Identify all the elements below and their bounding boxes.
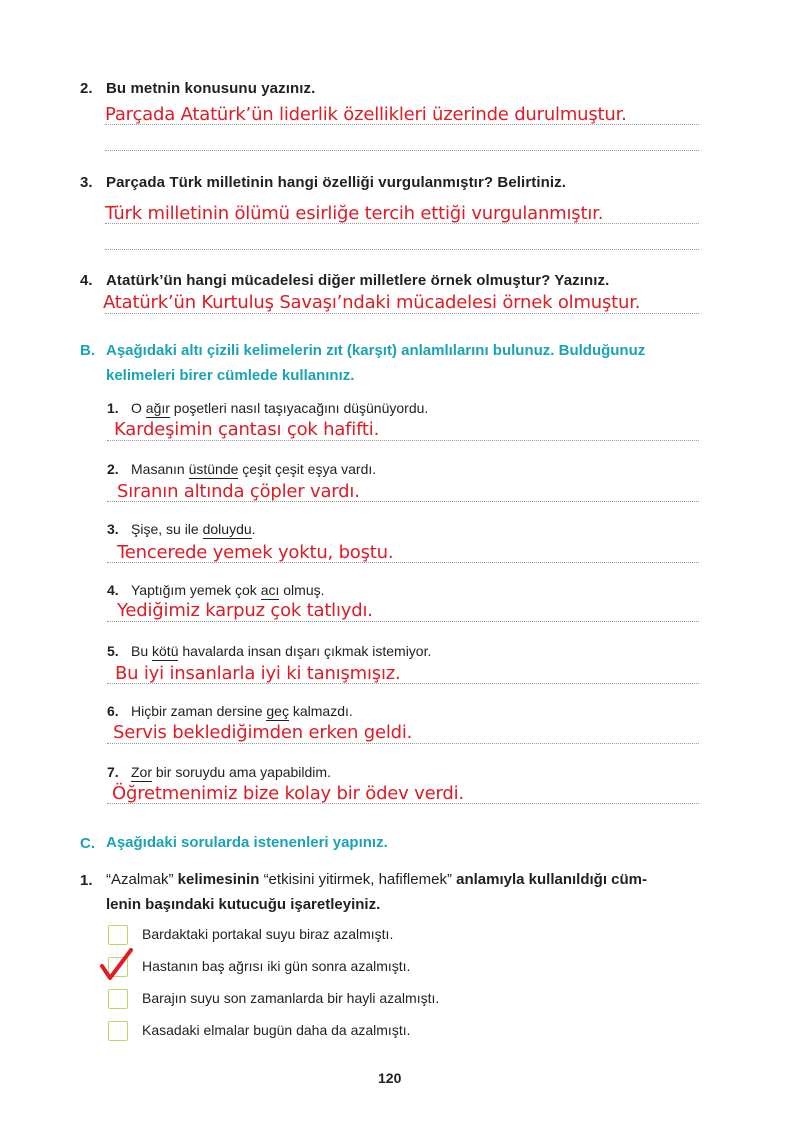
b-item-number: 7. <box>107 764 119 780</box>
b-item-number: 6. <box>107 703 119 719</box>
b-item-answer: Kardeşimin çantası çok hafifti. <box>114 419 380 440</box>
answer-line <box>107 440 699 441</box>
checkbox[interactable] <box>108 989 128 1009</box>
b-item-sentence: Şişe, su ile doluydu. <box>131 521 256 537</box>
b-item-sentence: Hiçbir zaman dersine geç kalmazdı. <box>131 703 353 719</box>
answer-line <box>107 803 699 804</box>
underlined-word: geç <box>266 703 289 719</box>
option-text: Hastanın baş ağrısı iki gün sonra azalmıştı. <box>142 958 411 974</box>
answer-line <box>107 562 699 563</box>
c-question-1-text: “Azalmak” kelimesinin “etkisini yitirmek, hafiflemek” anlamıyla kullanıldığı cüm- lenin başındaki kutucuğu işaretleyiniz. <box>106 871 647 913</box>
question-4-answer: Atatürk’ün Kurtuluş Savaşı’ndaki mücadelesi örnek olmuştur. <box>103 292 641 313</box>
quoted-word: “Azalmak” <box>106 871 174 888</box>
underlined-word: doluydu <box>202 521 252 537</box>
b-item-answer: Servis beklediğimden erken geldi. <box>113 722 413 743</box>
answer-line <box>107 621 699 622</box>
checkbox[interactable] <box>108 1021 128 1041</box>
underlined-word: Zor <box>131 764 152 780</box>
answer-line <box>107 683 699 684</box>
section-c-title: Aşağıdaki sorularda istenenleri yapınız. <box>106 834 388 851</box>
b-item-answer: Sıranın altında çöpler vardı. <box>117 481 360 502</box>
c-question-1-number: 1. <box>80 872 93 889</box>
question-4-text: Atatürk’ün hangi mücadelesi diğer milletlere örnek olmuştur? Yazınız. <box>106 272 610 289</box>
b-item-answer: Yediğimiz karpuz çok tatlıydı. <box>117 600 373 621</box>
question-2-number: 2. <box>80 80 93 97</box>
checkmark-icon <box>98 948 134 982</box>
answer-line <box>105 223 699 224</box>
b-item-number: 5. <box>107 643 119 659</box>
b-item-number: 4. <box>107 582 119 598</box>
b-item-number: 3. <box>107 521 119 537</box>
question-3-number: 3. <box>80 174 93 191</box>
answer-line <box>105 249 699 250</box>
checkbox[interactable] <box>108 925 128 945</box>
b-item-answer: Bu iyi insanlarla iyi ki tanışmışız. <box>115 663 401 684</box>
underlined-word: üstünde <box>188 461 239 477</box>
answer-line <box>105 150 699 151</box>
section-b-title-line1: Aşağıdaki altı çizili kelimelerin zıt (karşıt) anlamlılarını bulunuz. Bulduğunuz <box>106 342 646 359</box>
section-b-title-line2: kelimeleri birer cümlede kullanınız. <box>106 367 355 384</box>
underlined-word: ağır <box>145 400 170 416</box>
b-item-answer: Öğretmenimiz bize kolay bir ödev verdi. <box>112 783 464 804</box>
answer-line <box>105 313 699 314</box>
question-2-text: Bu metnin konusunu yazınız. <box>106 80 316 97</box>
question-3-answer: Türk milletinin ölümü esirliğe tercih ettiği vurgulanmıştır. <box>105 203 604 224</box>
answer-line <box>107 501 699 502</box>
option-text: Kasadaki elmalar bugün daha da azalmıştı. <box>142 1022 411 1038</box>
question-4-number: 4. <box>80 272 93 289</box>
c-question-1-line2: lenin başındaki kutucuğu işaretleyiniz. <box>106 896 381 913</box>
answer-line <box>105 124 699 125</box>
b-item-sentence: Masanın üstünde çeşit çeşit eşya vardı. <box>131 461 377 477</box>
section-b-letter: B. <box>80 342 95 359</box>
underlined-word: acı <box>260 582 280 598</box>
section-c-letter: C. <box>80 835 95 852</box>
b-item-number: 1. <box>107 400 119 416</box>
underlined-word: kötü <box>152 643 179 659</box>
b-item-sentence: Bu kötü havalarda insan dışarı çıkmak istemiyor. <box>131 643 432 659</box>
question-2-answer: Parçada Atatürk’ün liderlik özellikleri üzerinde durulmuştur. <box>105 104 627 125</box>
option-text: Barajın suyu son zamanlarda bir hayli azalmıştı. <box>142 990 440 1006</box>
b-item-sentence: Yaptığım yemek çok acı olmuş. <box>131 582 325 598</box>
option-text: Bardaktaki portakal suyu biraz azalmıştı. <box>142 926 394 942</box>
answer-line <box>107 743 699 744</box>
b-item-sentence: O ağır poşetleri nasıl taşıyacağını düşünüyordu. <box>131 400 429 416</box>
b-item-sentence: Zor bir soruydu ama yapabildim. <box>131 764 331 780</box>
question-3-text: Parçada Türk milletinin hangi özelliği vurgulanmıştır? Belirtiniz. <box>106 174 567 191</box>
meaning-text: “etkisini yitirmek, hafiflemek” <box>263 871 452 888</box>
section-b-title <box>106 338 726 388</box>
b-item-number: 2. <box>107 461 119 477</box>
b-item-answer: Tencerede yemek yoktu, boştu. <box>117 542 394 563</box>
page-number: 120 <box>378 1070 402 1086</box>
